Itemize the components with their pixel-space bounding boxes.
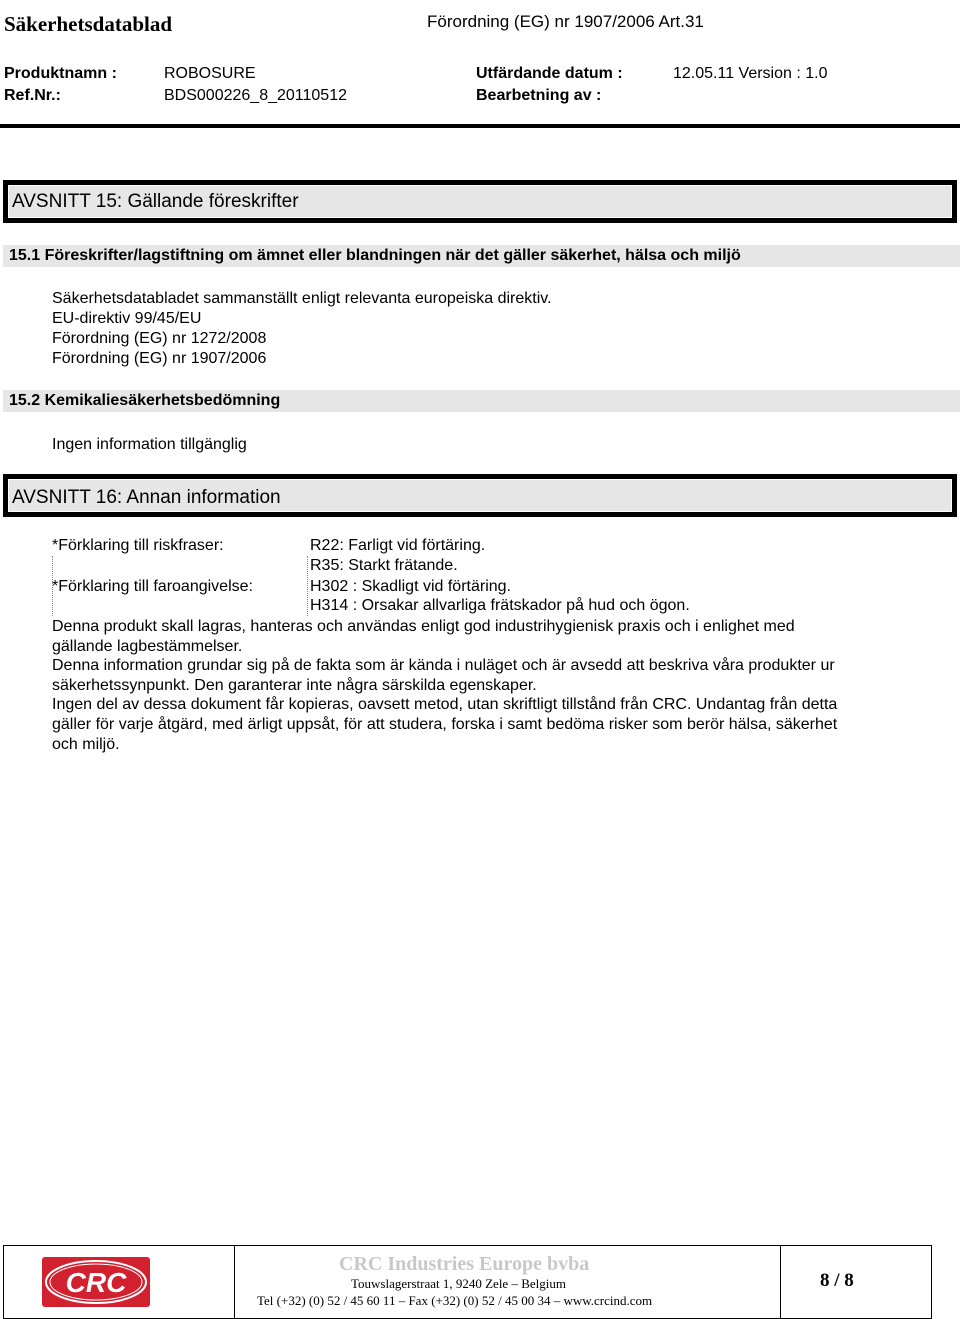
subsection-15-2-heading: [3, 390, 960, 412]
ref-number-label: Ref.Nr.:: [4, 87, 61, 104]
company-address: Touwslagerstraat 1, 9240 Zele – Belgium: [351, 1276, 566, 1291]
info-paragraph-line: Denna information grundar sig på de fakta som är kända i nuläget och är avsedd att beskriva våra produkter ur: [52, 657, 835, 674]
regulation-line: Förordning (EG) nr 1907/2006: [52, 350, 267, 367]
regulation-line: EU-direktiv 99/45/EU: [52, 310, 202, 327]
info-paragraph-line: gäller för varje åtgärd, med ärligt uppsåt, för att studera, forska i samt bedöma risker som berör hälsa, säkerhet: [52, 716, 838, 733]
product-name-label: Produktnamn :: [4, 65, 117, 82]
risk-phrase-r35: R35: Starkt frätande.: [310, 557, 458, 574]
info-paragraph-line: Denna produkt skall lagras, hanteras och användas enligt god industrihygienisk praxis och i enlighet med: [52, 618, 795, 635]
document-title: Säkerhetsdatablad: [4, 12, 173, 36]
issue-date-value: 12.05.11 Version : 1.0: [673, 65, 828, 82]
subsection-15-1-title: 15.1 Föreskrifter/lagstiftning om ämnet eller blandningen när det gäller säkerhet, hälsa och miljö: [9, 247, 741, 264]
revision-label: Bearbetning av :: [476, 87, 602, 104]
company-name: CRC Industries Europe bvba: [339, 1253, 590, 1275]
section-16-title: AVSNITT 16: Annan information: [12, 487, 281, 508]
hazard-statements-label: *Förklaring till faroangivelse:: [52, 578, 253, 595]
info-paragraph-line: gällande lagbestämmelser.: [52, 638, 243, 655]
hazard-statement-h302: H302 : Skadligt vid förtäring.: [310, 578, 511, 595]
footer-divider: [780, 1245, 781, 1319]
issue-date-label: Utfärdande datum :: [476, 65, 623, 82]
header-divider: [0, 124, 960, 128]
footer-divider: [234, 1245, 235, 1319]
assessment-text: Ingen information tillgänglig: [52, 436, 247, 453]
crc-logo: [42, 1257, 150, 1307]
risk-phrase-r22: R22: Farligt vid förtäring.: [310, 537, 486, 554]
info-paragraph-line: och miljö.: [52, 736, 120, 753]
logo-text: CRC: [65, 1267, 127, 1298]
ref-number-value: BDS000226_8_20110512: [164, 87, 347, 104]
info-paragraph-line: säkerhetssynpunkt. Den garanterar inte några särskilda egenskaper.: [52, 677, 537, 694]
risk-phrases-label: *Förklaring till riskfraser:: [52, 537, 224, 554]
section-15-title: AVSNITT 15: Gällande föreskrifter: [12, 191, 299, 212]
regulation-line: Säkerhetsdatabladet sammanställt enligt relevanta europeiska direktiv.: [52, 290, 552, 307]
page-number: 8 / 8: [820, 1270, 854, 1291]
regulation-line: Förordning (EG) nr 1272/2008: [52, 330, 267, 347]
crc-logo-icon: [42, 1257, 150, 1307]
subsection-15-2-title: 15.2 Kemikaliesäkerhetsbedömning: [9, 392, 281, 409]
hazard-statement-h314: H314 : Orsakar allvarliga frätskador på hud och ögon.: [310, 597, 690, 614]
section-15-heading: [3, 180, 957, 223]
section-16-heading: [3, 474, 957, 517]
info-paragraph-line: Ingen del av dessa dokument får kopieras, oavsett metod, utan skriftligt tillstånd från CRC. Undantag från detta: [52, 696, 838, 713]
dotted-guide: [307, 556, 308, 616]
dotted-guide: [52, 556, 53, 616]
product-name-value: ROBOSURE: [164, 65, 256, 82]
company-contact: Tel (+32) (0) 52 / 45 60 11 – Fax (+32) (0) 52 / 45 00 34 – www.crcind.com: [257, 1293, 653, 1308]
subsection-15-1-heading: [3, 245, 960, 267]
regulation-reference: Förordning (EG) nr 1907/2006 Art.31: [427, 12, 704, 31]
